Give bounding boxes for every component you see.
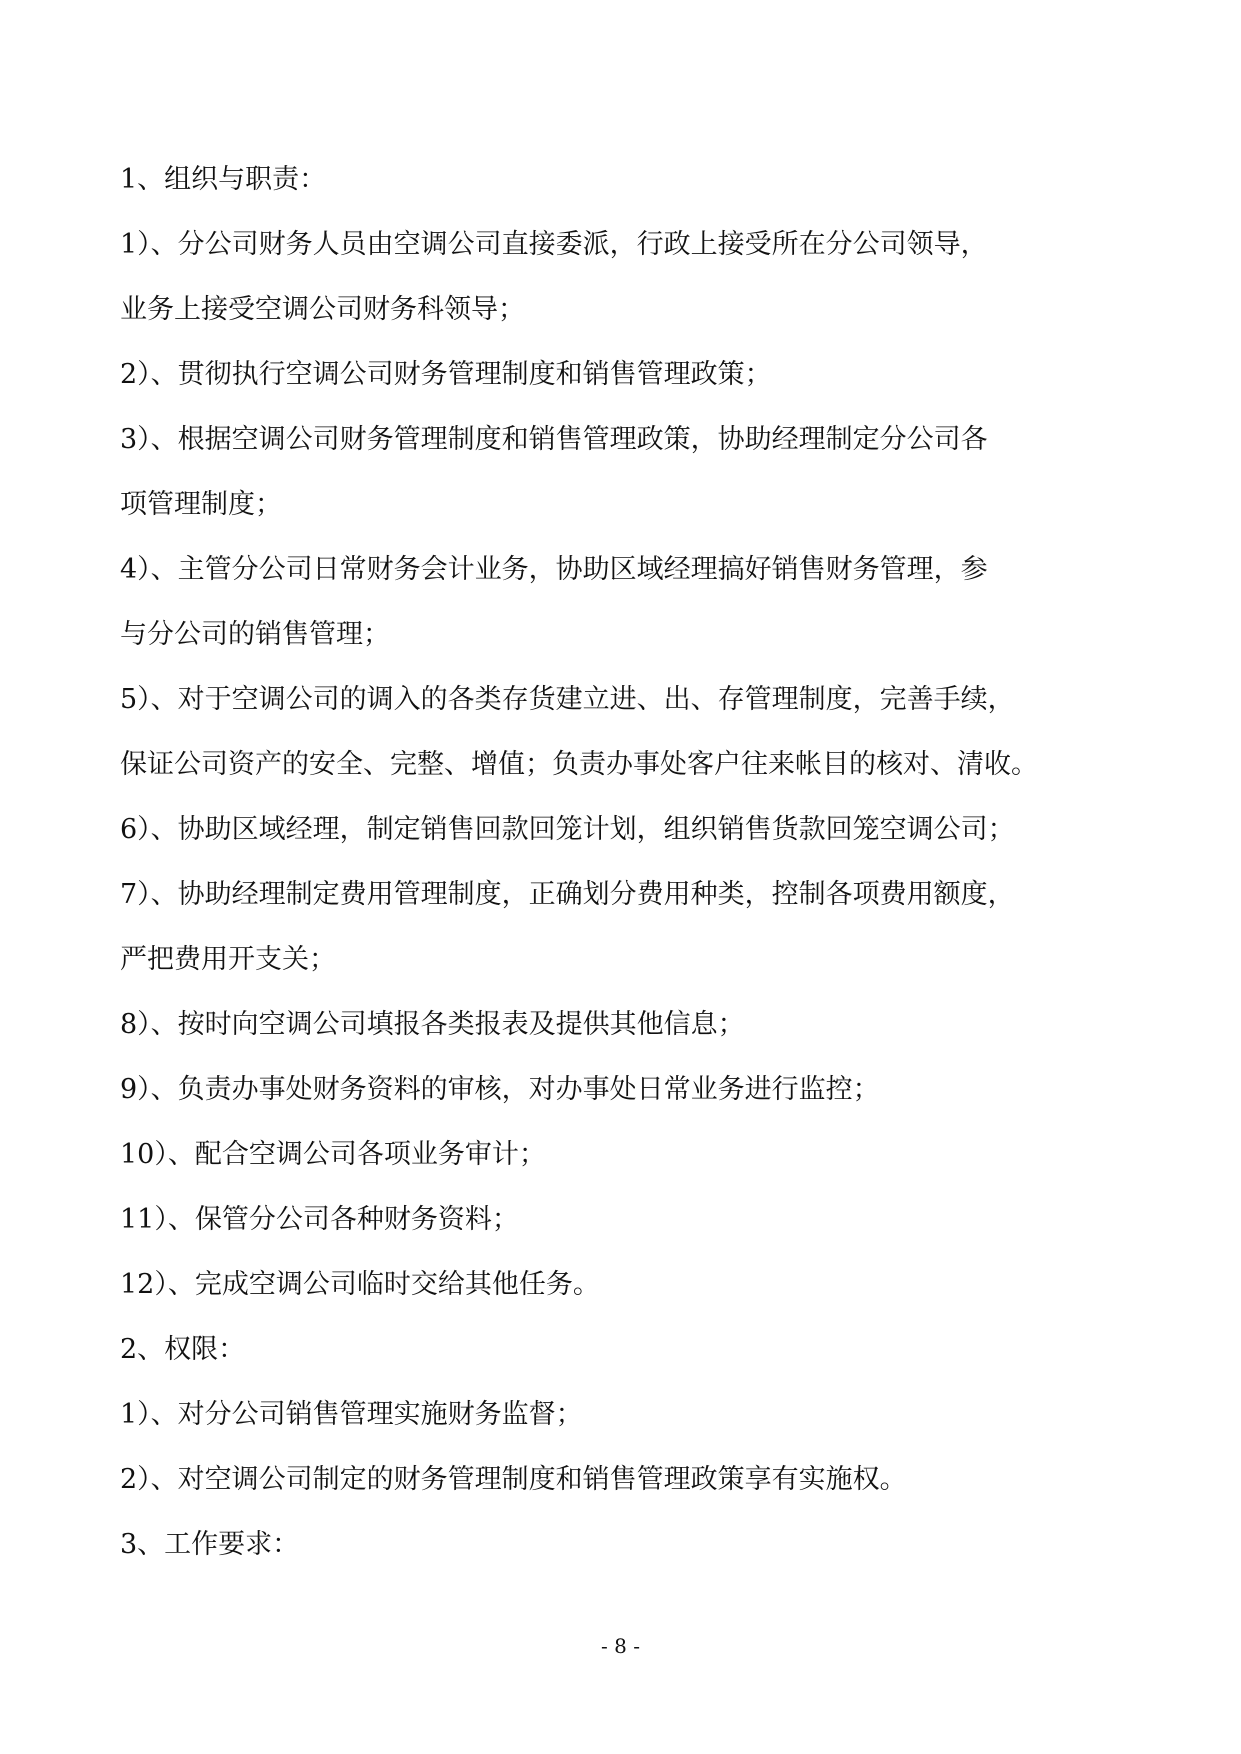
list-item: 1）、分公司财务人员由空调公司直接委派，行政上接受所在分公司领导， bbox=[120, 229, 988, 260]
list-item: 3）、根据空调公司财务管理制度和销售管理政策，协助经理制定分公司各 bbox=[120, 424, 988, 455]
list-item: 2）、对空调公司制定的财务管理制度和销售管理政策享有实施权。 bbox=[120, 1464, 907, 1495]
section-heading: 2、权限： bbox=[120, 1334, 246, 1365]
list-item-continuation: 业务上接受空调公司财务科领导； bbox=[120, 294, 525, 325]
document-body bbox=[120, 160, 1120, 1590]
list-item: 11）、保管分公司各种财务资料； bbox=[120, 1204, 519, 1235]
list-item: 1）、对分公司销售管理实施财务监督； bbox=[120, 1399, 583, 1430]
list-item-continuation: 保证公司资产的安全、完整、增值；负责办事处客户往来帐目的核对、清收。 bbox=[120, 749, 1038, 780]
section-heading: 1、组织与职责： bbox=[120, 164, 327, 195]
page-number: - 8 - bbox=[601, 1634, 640, 1658]
list-item: 5）、对于空调公司的调入的各类存货建立进、出、存管理制度，完善手续， bbox=[120, 684, 1015, 715]
list-item: 10）、配合空调公司各项业务审计； bbox=[120, 1139, 546, 1170]
list-item-continuation: 严把费用开支关； bbox=[120, 944, 336, 975]
list-item: 8）、按时向空调公司填报各类报表及提供其他信息； bbox=[120, 1009, 745, 1040]
list-item: 4）、主管分公司日常财务会计业务，协助区域经理搞好销售财务管理，参 bbox=[120, 554, 988, 585]
section-heading: 3、工作要求： bbox=[120, 1529, 300, 1560]
list-item: 12）、完成空调公司临时交给其他任务。 bbox=[120, 1269, 600, 1300]
list-item: 2）、贯彻执行空调公司财务管理制度和销售管理政策； bbox=[120, 359, 772, 390]
list-item: 6）、协助区域经理，制定销售回款回笼计划，组织销售货款回笼空调公司； bbox=[120, 814, 1015, 845]
list-item-continuation: 项管理制度； bbox=[120, 489, 282, 520]
list-item: 7）、协助经理制定费用管理制度，正确划分费用种类，控制各项费用额度， bbox=[120, 879, 1015, 910]
list-item: 9）、负责办事处财务资料的审核，对办事处日常业务进行监控； bbox=[120, 1074, 880, 1105]
list-item-continuation: 与分公司的销售管理； bbox=[120, 619, 390, 650]
